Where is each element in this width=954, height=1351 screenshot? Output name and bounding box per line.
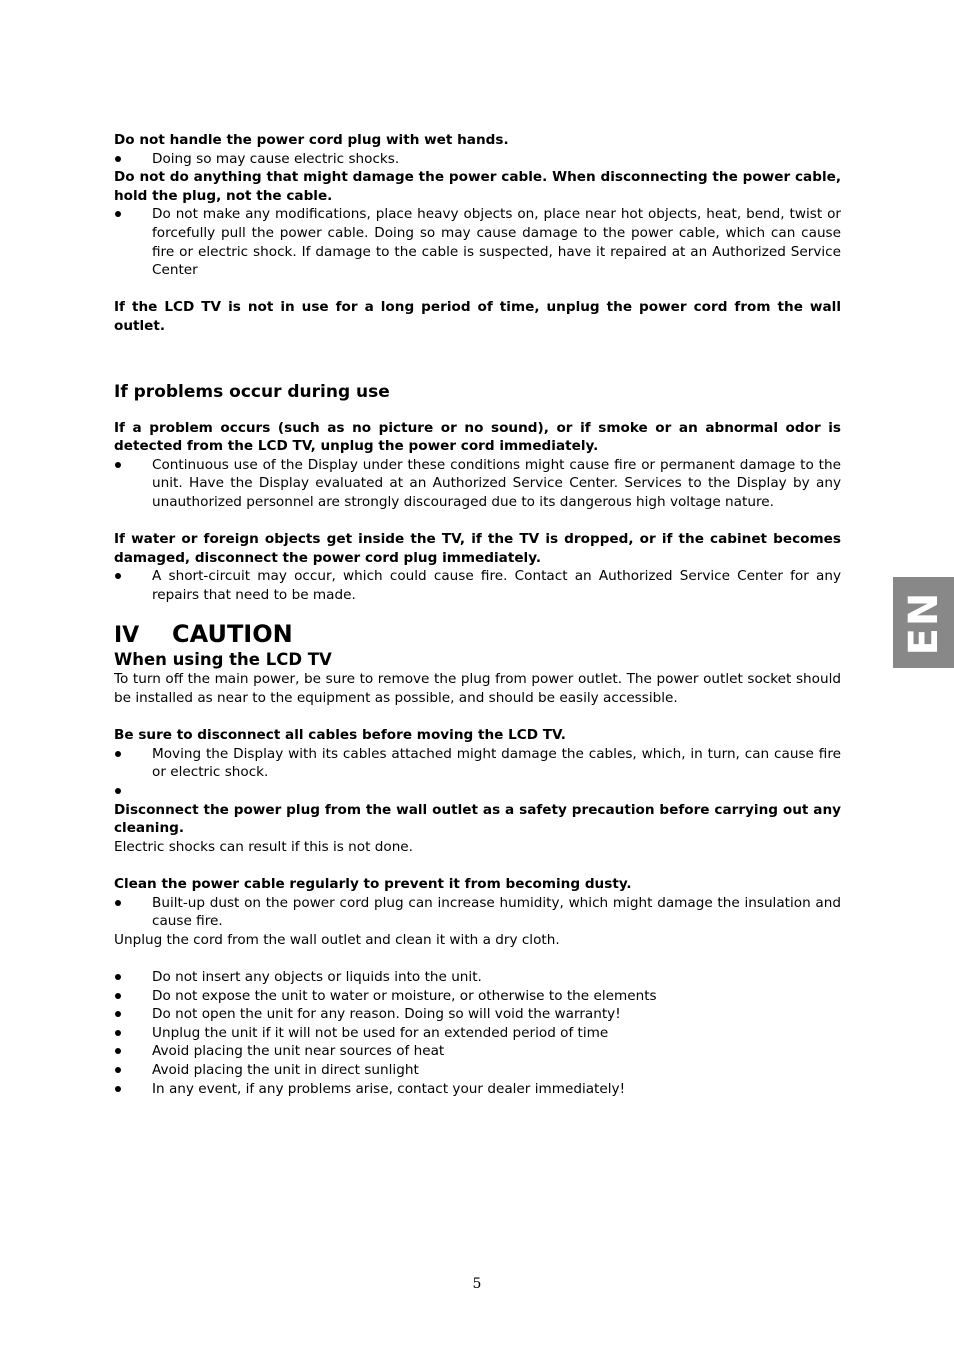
page-number: 5 bbox=[472, 1276, 482, 1292]
caution-title: CAUTION bbox=[172, 620, 293, 649]
bullet-short-circuit: A short-circuit may occur, which could cause fire. Contact an Authorized Service Center for any repairs that need to be made. bbox=[114, 567, 841, 604]
language-tab-label: EN bbox=[900, 590, 947, 655]
heading-disconnect-cables: Be sure to disconnect all cables before moving the LCD TV. bbox=[114, 727, 566, 744]
subsection-title-using: When using the LCD TV bbox=[114, 650, 332, 670]
list-item: Unplug the unit if it will not be used for an extended period of time bbox=[114, 1024, 841, 1043]
list-item: Avoid placing the unit near sources of heat bbox=[114, 1042, 841, 1061]
bullet-electric-shocks: Doing so may cause electric shocks. bbox=[114, 150, 841, 169]
section-title-caution bbox=[114, 620, 841, 650]
list-item: In any event, if any problems arise, contact your dealer immediately! bbox=[114, 1080, 841, 1099]
bullet-moving-display: Moving the Display with its cables attached might damage the cables, which, in turn, can cause fire or electric shock. bbox=[114, 745, 841, 782]
list-item: Avoid placing the unit in direct sunlight bbox=[114, 1061, 841, 1080]
heading-wet-hands: Do not handle the power cord plug with wet hands. bbox=[114, 132, 509, 148]
bullet-empty bbox=[114, 782, 841, 801]
heading-clean-cable: Clean the power cable regularly to prevent it from becoming dusty. bbox=[114, 876, 632, 892]
heading-power-cable: Do not do anything that might damage the power cable. When disconnecting the power cable, hold the plug, not the cable. bbox=[114, 169, 841, 204]
heading-water-foreign-objects: If water or foreign objects get inside the TV, if the TV is dropped, or if the cabinet becomes damaged, disconnect the power cord plug immediately. bbox=[114, 531, 841, 566]
section-title-problems: If problems occur during use bbox=[114, 381, 390, 402]
heading-unplug-long-period: If the LCD TV is not in use for a long period of time, unplug the power cord from the wall outlet. bbox=[114, 299, 841, 334]
document-body bbox=[114, 131, 841, 1098]
paragraph-electric-shocks: Electric shocks can result if this is not done. bbox=[114, 838, 413, 855]
paragraph-main-power: To turn off the main power, be sure to remove the plug from power outlet. The power outlet socket should be installed as near to the equipment as possible, and should be easily accessible. bbox=[114, 671, 841, 707]
heading-problem-occurs: If a problem occurs (such as no picture or no sound), or if smoke or an abnormal odor is detected from the LCD TV, unplug the power cord immediately. bbox=[114, 419, 841, 455]
list-item: Do not insert any objects or liquids into the unit. bbox=[114, 968, 841, 987]
list-item: Do not expose the unit to water or moisture, or otherwise to the elements bbox=[114, 987, 841, 1006]
bullet-continuous-use: Continuous use of the Display under these conditions might cause fire or permanent damage to the unit. Have the Display evaluated at an Authorized Service Center. Services to the Display by any unauthorized personnel are strongly discouraged due to its dangerous high voltage nature. bbox=[114, 456, 841, 512]
bullet-cable-damage: Do not make any modifications, place heavy objects on, place near hot objects, heat, bend, twist or forcefully pull the power cable. Doing so may cause damage to the power cable, which can cause fire or electric shock. If damage to the cable is suspected, have it repaired at an Authorized Service Center bbox=[114, 205, 841, 279]
heading-disconnect-cleaning: Disconnect the power plug from the wall outlet as a safety precaution before carrying out any cleaning. bbox=[114, 801, 841, 837]
bullet-built-up-dust: Built-up dust on the power cord plug can increase humidity, which might damage the insulation and cause fire. bbox=[114, 894, 841, 931]
language-tab bbox=[893, 577, 954, 668]
paragraph-unplug-cord: Unplug the cord from the wall outlet and clean it with a dry cloth. bbox=[114, 931, 560, 948]
list-item: Do not open the unit for any reason. Doing so will void the warranty! bbox=[114, 1005, 841, 1024]
section-number: IV bbox=[114, 623, 140, 649]
